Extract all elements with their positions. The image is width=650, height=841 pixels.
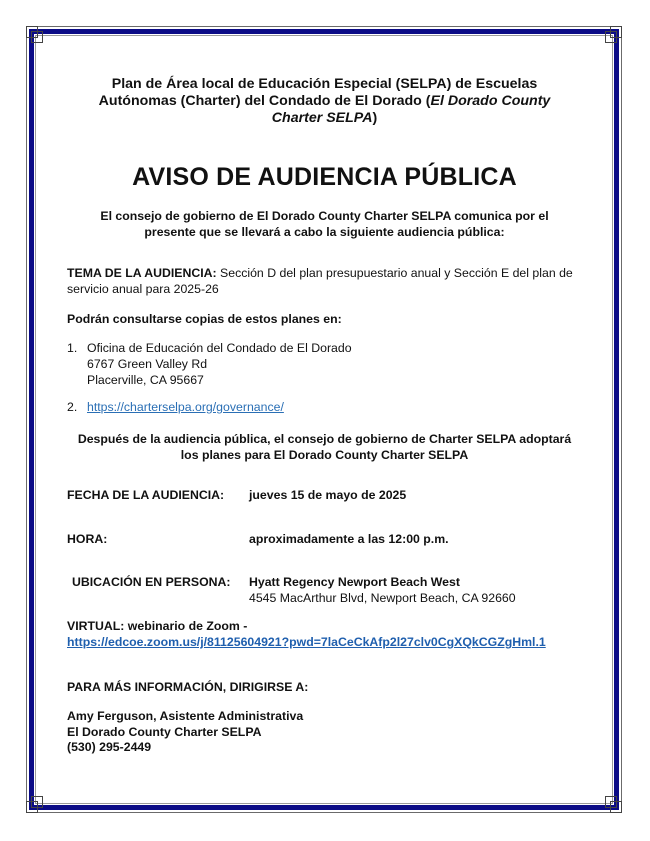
after-line2: los planes para El Dorado County Charter SELPA xyxy=(180,448,469,462)
org-title-line2-italic: El Dorado County xyxy=(430,93,551,109)
topic-label: TEMA DE LA AUDIENCIA: xyxy=(67,266,217,280)
intro-text xyxy=(67,208,582,240)
contact-name: Amy Ferguson, Asistente Administrativa xyxy=(67,709,304,723)
virtual-section xyxy=(67,618,546,650)
governance-link[interactable]: https://charterselpa.org/governance/ xyxy=(87,400,284,414)
more-info-heading: PARA MÁS INFORMACIÓN, DIRIGIRSE A: xyxy=(67,680,309,694)
page-title: AVISO DE AUDIENCIA PÚBLICA xyxy=(132,163,517,191)
notice-content xyxy=(67,76,582,754)
list-number: 2. xyxy=(67,400,78,414)
location-label: UBICACIÓN EN PERSONA: xyxy=(72,575,231,589)
date-label: FECHA DE LA AUDIENCIA: xyxy=(67,488,225,502)
time-value: aproximadamente a las 12:00 p.m. xyxy=(249,532,449,546)
hearing-topic xyxy=(67,265,582,297)
org-title-line1: Plan de Área local de Educación Especial (SELPA) de Escuelas xyxy=(111,76,538,92)
copies-heading: Podrán consultarse copias de estos planes en: xyxy=(67,312,342,326)
office-street: 6767 Green Valley Rd xyxy=(87,357,208,371)
intro-line1: El consejo de gobierno de El Dorado County Charter SELPA comunica por el xyxy=(100,209,549,223)
time-label: HORA: xyxy=(67,532,108,546)
intro-line2: presente que se llevará a cabo la siguiente audiencia pública: xyxy=(144,225,505,239)
corner-ornament xyxy=(31,31,43,43)
org-title-line2: Autónomas (Charter) del Condado de El Dorado ( xyxy=(98,93,431,109)
date-value: jueves 15 de mayo de 2025 xyxy=(249,488,407,502)
list-item xyxy=(67,400,284,414)
org-title-line3-end: ) xyxy=(372,110,378,126)
org-title xyxy=(67,76,582,127)
corner-ornament xyxy=(605,796,617,808)
location-value: Hyatt Regency Newport Beach West xyxy=(249,575,460,589)
corner-ornament xyxy=(605,31,617,43)
org-title-line3-italic: Charter SELPA xyxy=(271,110,373,126)
contact-org: El Dorado County Charter SELPA xyxy=(67,724,262,739)
list-item xyxy=(67,340,352,388)
office-name: Oficina de Educación del Condado de El Dorado xyxy=(87,341,352,355)
corner-ornament xyxy=(31,796,43,808)
virtual-label: VIRTUAL: webinario de Zoom - xyxy=(67,619,248,633)
office-city: Placerville, CA 95667 xyxy=(87,373,204,387)
topic-text: Sección D del plan presupuestario anual y Sección E del plan de servicio anual para 2025-26 xyxy=(67,266,573,296)
contact-block xyxy=(67,709,303,756)
location-address: 4545 MacArthur Blvd, Newport Beach, CA 92660 xyxy=(249,591,516,605)
zoom-webinar-link[interactable]: https://edcoe.zoom.us/j/81125604921?pwd=7laCeCkAfp2l27clv0CgXQkCGZgHml.1 xyxy=(67,635,546,649)
list-number: 1. xyxy=(67,341,78,355)
contact-phone: (530) 295-2449 xyxy=(67,740,152,754)
after-line1: Después de la audiencia pública, el consejo de gobierno de Charter SELPA adoptará xyxy=(77,432,572,446)
after-hearing-text xyxy=(67,431,582,463)
